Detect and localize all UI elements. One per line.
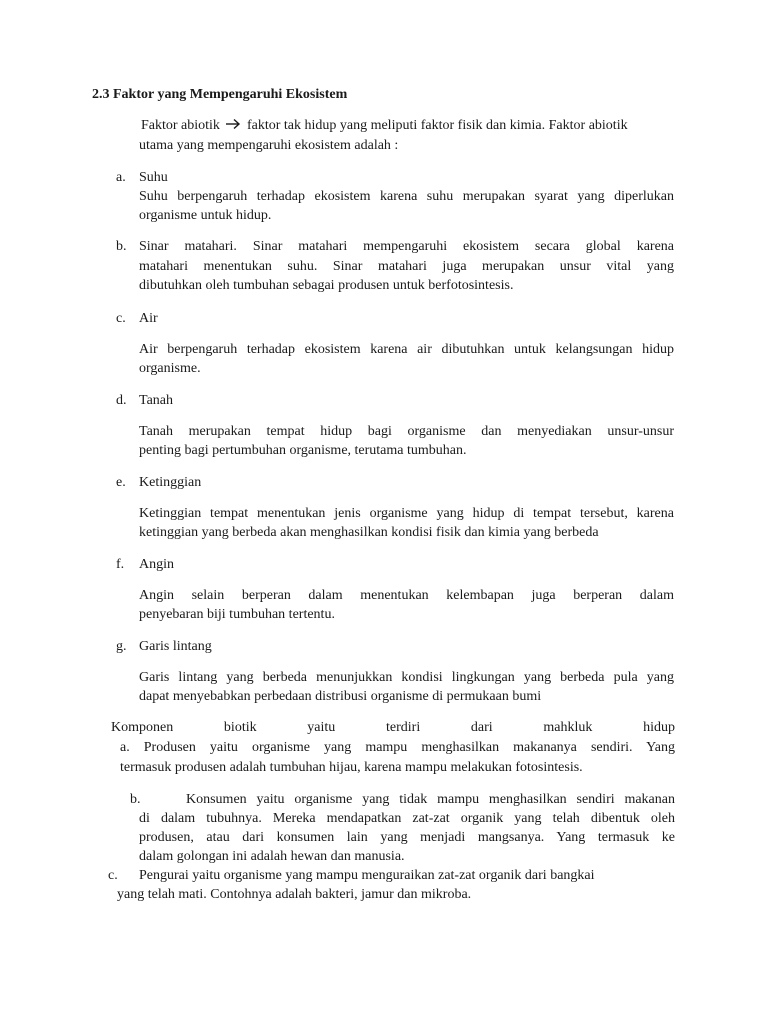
item-e-title: Ketinggian — [139, 475, 202, 490]
biotik-b-marker: b. — [130, 792, 141, 807]
item-e-line-2: ketinggian yang berbeda akan menghasilkan kondisi fisik dan kimia yang berbeda — [139, 525, 599, 540]
intro-line-2: utama yang mempengaruhi ekosistem adalah : — [139, 138, 399, 153]
item-b-line-3: dibutuhkan oleh tumbuhan sebagai produsen untuk berfotosintesis. — [139, 278, 514, 293]
list-marker-a: a. — [116, 170, 126, 185]
section-heading: 2.3 Faktor yang Mempengaruhi Ekosistem — [92, 87, 348, 102]
right-arrow-icon — [225, 118, 241, 130]
item-b-line-2: matahari menentukan suhu. Sinar matahari juga merupakan unsur vital yang — [139, 259, 674, 274]
item-f-line-2: penyebaran biji tumbuhan tertentu. — [139, 607, 335, 622]
biotik-c-line-2: yang telah mati. Contohnya adalah bakteri, jamur dan mikroba. — [117, 887, 472, 902]
biotik-b-line-4: dalam golongan ini adalah hewan dan manusia. — [139, 849, 405, 864]
intro-text-after: faktor tak hidup yang meliputi faktor fisik dan kimia. Faktor abiotik — [246, 118, 628, 133]
item-c-line-1: Air berpengaruh terhadap ekosistem karena air dibutuhkan untuk kelangsungan hidup — [139, 342, 674, 357]
item-g-line-2: dapat menyebabkan perbedaan distribusi organisme di permukaan bumi — [139, 689, 542, 704]
list-marker-b: b. — [116, 239, 127, 254]
list-marker-d: d. — [116, 393, 127, 408]
item-a-line-1: Suhu berpengaruh terhadap ekosistem karena suhu merupakan syarat yang diperlukan — [139, 189, 674, 204]
item-a-line-2: organisme untuk hidup. — [139, 208, 272, 223]
item-f-line-1: Angin selain berperan dalam menentukan kelembapan juga berperan dalam — [139, 588, 674, 603]
item-e-line-1: Ketinggian tempat menentukan jenis organisme yang hidup di tempat tersebut, karena — [139, 506, 674, 521]
item-d-line-1: Tanah merupakan tempat hidup bagi organisme dan menyediakan unsur-unsur — [139, 424, 674, 439]
intro-text-before: Faktor abiotik — [141, 118, 220, 133]
item-c-line-2: organisme. — [139, 361, 201, 376]
biotik-c-marker: c. — [108, 868, 118, 883]
biotik-b-line-3: produsen, atau dari konsumen lain yang menjadi mangsanya. Yang termasuk ke — [139, 830, 675, 845]
biotik-a-line-1: a. Produsen yaitu organisme yang mampu menghasilkan makananya sendiri. Yang — [120, 740, 675, 755]
item-d-line-2: penting bagi pertumbuhan organisme, terutama tumbuhan. — [139, 443, 467, 458]
item-f-title: Angin — [139, 557, 174, 572]
biotik-c-line-1: Pengurai yaitu organisme yang mampu menguraikan zat-zat organik dari bangkai — [139, 868, 595, 883]
list-marker-e: e. — [116, 475, 126, 490]
item-a-title: Suhu — [139, 170, 168, 185]
list-marker-g: g. — [116, 639, 127, 654]
biotik-b-line-2: di dalam tubuhnya. Mereka mendapatkan zat-zat organik yang telah dibentuk oleh — [139, 811, 675, 826]
item-b-line-1: Sinar matahari. Sinar matahari mempengaruhi ekosistem secara global karena — [139, 239, 674, 254]
biotik-intro: Komponen biotik yaitu terdiri dari mahkluk hidup — [111, 720, 675, 735]
item-c-title: Air — [139, 311, 158, 326]
item-g-line-1: Garis lintang yang berbeda menunjukkan kondisi lingkungan yang berbeda pula yang — [139, 670, 674, 685]
list-marker-f: f. — [116, 557, 125, 572]
item-d-title: Tanah — [139, 393, 174, 408]
intro-line-1 — [141, 118, 628, 134]
biotik-a-line-2: termasuk produsen adalah tumbuhan hijau, karena mampu melakukan fotosintesis. — [120, 760, 583, 775]
item-g-title: Garis lintang — [139, 639, 212, 654]
biotik-b-line-1: Konsumen yaitu organisme yang tidak mampu menghasilkan sendiri makanan — [186, 792, 675, 807]
list-marker-c: c. — [116, 311, 126, 326]
